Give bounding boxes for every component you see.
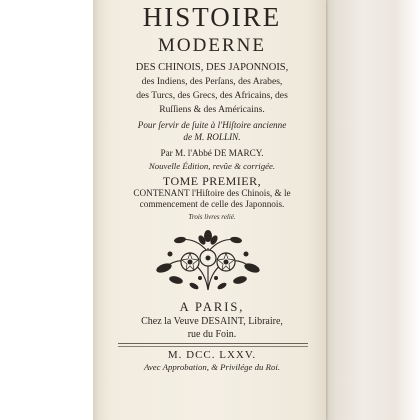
subject-line-4: Ruſſiens & des Américains. [159, 104, 265, 115]
edition-line: Nouvelle Édition, revûe & corrigée. [148, 161, 276, 171]
subject-line-1: DES CHINOIS, DES JAPONNOIS, [135, 62, 289, 73]
subject-line-2: des Indiens, des Perſans, des Arabes, [141, 76, 283, 87]
privilege-line: Avec Approbation, & Privilége du Roi. [143, 362, 281, 372]
contents-line-2: commencement de celle des Japonnois. [139, 199, 285, 209]
divider-rule [118, 343, 308, 344]
purpose-line-1: Pour ſervir de ſuite à l'Hiſtoire ancienne [137, 120, 287, 130]
price-note: Trois livres relié. [188, 213, 236, 221]
divider-rule-thin [118, 346, 308, 347]
subject-line-3: des Turcs, des Grecs, des Africains, des [136, 90, 288, 101]
author-line: Par M. l'Abbé DE MARCY. [160, 148, 264, 158]
book-spine [318, 0, 420, 420]
book-subtitle: MODERNE [158, 35, 266, 56]
publisher-line-2: rue du Foin. [187, 329, 237, 340]
floral-vignette-icon [150, 228, 266, 294]
volume-line: TOME PREMIER, [162, 174, 262, 188]
contents-line-1: CONTENANT l'Hiſtoire des Chinois, & le [133, 188, 291, 198]
publisher-line-1: Chez la Veuve DESAINT, Libraire, [141, 316, 283, 327]
purpose-line-2: de M. ROLLIN. [183, 132, 241, 142]
year-line: M. DCC. LXXV. [167, 349, 257, 361]
book-title: HISTOIRE [142, 2, 282, 32]
city-line: A PARIS, [179, 300, 245, 314]
